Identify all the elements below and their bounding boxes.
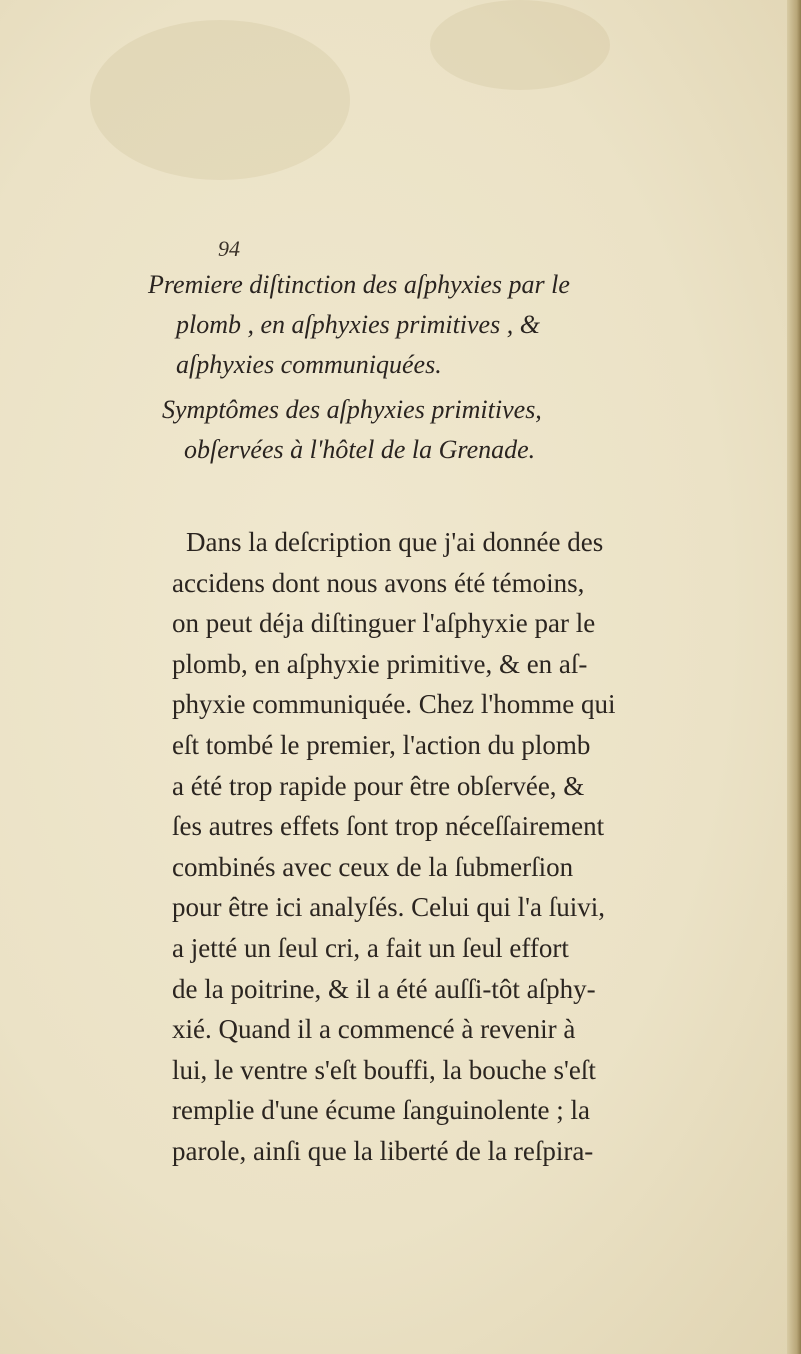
page-number: 94	[218, 236, 240, 261]
text-line: Dans la deſcription que j'ai donnée des	[186, 527, 604, 557]
text-line: on peut déja diſtinguer l'aſphyxie par le	[172, 608, 596, 639]
paper-stain	[430, 0, 610, 90]
text-line: xié. Quand il a commencé à revenir à	[172, 1014, 576, 1045]
section-heading	[148, 265, 788, 385]
text-line: a jetté un ſeul cri, a fait un ſeul effort	[172, 932, 569, 963]
subsection-heading	[148, 390, 788, 470]
text-line: pour être ici analyſés. Celui qui l'a ſuivi,	[172, 892, 606, 923]
text-line: ſes autres effets ſont trop néceſſairement	[172, 811, 605, 842]
text-line: eſt tombé le premier, l'action du plomb	[172, 729, 591, 760]
text-line: remplie d'une écume ſanguinolente ; la	[172, 1095, 590, 1126]
text-line: accidens dont nous avons été témoins,	[172, 567, 585, 598]
text-line: combinés avec ceux de la ſubmerſion	[172, 851, 574, 882]
heading-line: obſervées à l'hôtel de la Grenade.	[184, 435, 536, 464]
paper-stain	[90, 20, 350, 180]
page-edge	[787, 0, 801, 1354]
heading-line: Symptômes des aſphyxies primitives,	[162, 395, 542, 424]
body-paragraph	[172, 522, 652, 1172]
text-line: a été trop rapide pour être obſervée, &	[172, 770, 585, 801]
text-line: parole, ainſi que la liberté de la reſpira-	[172, 1135, 594, 1166]
text-line: phyxie communiquée. Chez l'homme qui	[172, 689, 616, 720]
heading-line: Premiere diſtinction des aſphyxies par le	[148, 270, 570, 299]
text-line: lui, le ventre s'eſt bouffi, la bouche s'eſt	[172, 1054, 596, 1085]
text-line: de la poitrine, & il a été auſſi-tôt aſphy-	[172, 973, 596, 1004]
heading-line: plomb , en aſphyxies primitives , &	[176, 310, 540, 339]
heading-line: aſphyxies communiquées.	[176, 350, 442, 379]
text-line: plomb, en aſphyxie primitive, & en aſ-	[172, 648, 588, 679]
